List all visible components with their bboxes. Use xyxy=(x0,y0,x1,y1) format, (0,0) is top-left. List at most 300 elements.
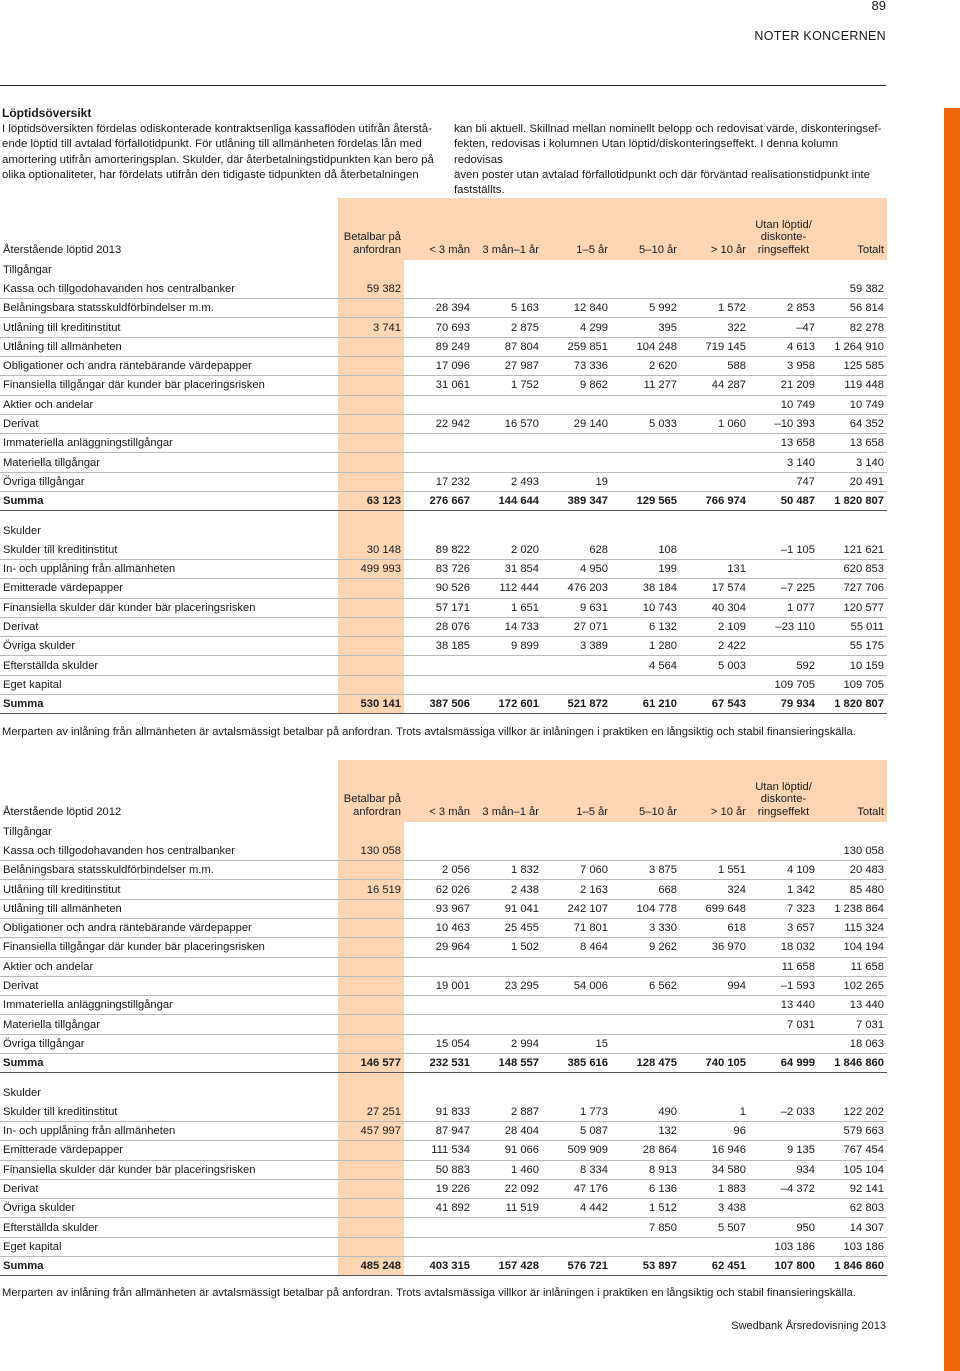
value-cell: 53 897 xyxy=(611,1257,680,1276)
value-cell xyxy=(680,453,749,472)
value-cell xyxy=(611,472,680,491)
value-cell xyxy=(542,434,611,453)
value-cell: 2 056 xyxy=(404,861,473,880)
value-cell: 9 631 xyxy=(542,598,611,617)
value-cell: 1 846 860 xyxy=(818,1054,887,1073)
value-cell xyxy=(542,395,611,414)
value-cell xyxy=(749,1199,818,1218)
value-cell: 242 107 xyxy=(542,899,611,918)
row-label: Immateriella anläggningstillgångar xyxy=(0,996,338,1015)
value-cell xyxy=(680,675,749,694)
value-cell xyxy=(404,841,473,860)
empty-cell xyxy=(404,511,473,521)
empty-cell xyxy=(611,822,680,841)
value-cell xyxy=(338,938,404,957)
value-cell: 107 800 xyxy=(749,1257,818,1276)
empty-cell xyxy=(611,260,680,279)
table-row xyxy=(0,434,887,453)
value-cell: 592 xyxy=(749,656,818,675)
value-cell: 11 658 xyxy=(749,957,818,976)
empty-cell xyxy=(338,822,404,841)
empty-cell xyxy=(818,511,887,521)
value-cell: 28 864 xyxy=(611,1141,680,1160)
value-cell: 103 186 xyxy=(749,1237,818,1256)
value-cell: 10 749 xyxy=(749,395,818,414)
column-header-row xyxy=(0,760,887,822)
value-cell: 13 658 xyxy=(818,434,887,453)
value-cell: –7 225 xyxy=(749,579,818,598)
empty-cell xyxy=(680,1083,749,1102)
value-cell: 27 071 xyxy=(542,617,611,636)
value-cell: 27 987 xyxy=(473,356,542,375)
value-cell: 395 xyxy=(611,318,680,337)
value-cell: 115 324 xyxy=(818,918,887,937)
value-cell: 12 840 xyxy=(542,299,611,318)
row-label: Övriga skulder xyxy=(0,637,338,656)
table-row xyxy=(0,899,887,918)
group-label: Tillgångar xyxy=(3,263,52,276)
intro-line: kan bli aktuell. Skillnad mellan nominellt belopp och redovisat värde, diskonteringsef- xyxy=(454,123,882,135)
table-title: Återstående löptid 2012 xyxy=(3,805,122,818)
value-cell: 15 054 xyxy=(404,1034,473,1053)
value-cell: 105 104 xyxy=(818,1160,887,1179)
col-header-3m-1y: 3 mån–1 år xyxy=(473,198,542,260)
column-header-row xyxy=(0,198,887,260)
row-label: Derivat xyxy=(0,1179,338,1198)
empty-cell xyxy=(404,1073,473,1083)
value-cell: 3 741 xyxy=(338,318,404,337)
value-cell: 588 xyxy=(680,356,749,375)
empty-cell xyxy=(473,822,542,841)
value-cell xyxy=(338,1237,404,1256)
table-row xyxy=(0,1237,887,1256)
table-row xyxy=(0,395,887,414)
value-cell: 1 773 xyxy=(542,1102,611,1121)
value-cell: 22 092 xyxy=(473,1179,542,1198)
value-cell: 47 176 xyxy=(542,1179,611,1198)
value-cell: 55 175 xyxy=(818,637,887,656)
value-cell: 994 xyxy=(680,976,749,995)
value-cell: 199 xyxy=(611,559,680,578)
value-cell: 4 950 xyxy=(542,559,611,578)
value-cell: –1 105 xyxy=(749,540,818,559)
value-cell xyxy=(680,996,749,1015)
value-cell: 79 934 xyxy=(749,695,818,714)
value-cell xyxy=(473,1237,542,1256)
value-cell: 1 077 xyxy=(749,598,818,617)
value-cell: 119 448 xyxy=(818,376,887,395)
value-cell: 104 248 xyxy=(611,337,680,356)
value-cell: 5 163 xyxy=(473,299,542,318)
table-row xyxy=(0,996,887,1015)
value-cell xyxy=(404,957,473,976)
value-cell: 668 xyxy=(611,880,680,899)
value-cell: 44 287 xyxy=(680,376,749,395)
value-cell xyxy=(404,395,473,414)
value-cell xyxy=(338,656,404,675)
value-cell: 4 613 xyxy=(749,337,818,356)
value-cell: 740 105 xyxy=(680,1054,749,1073)
value-cell: 31 061 xyxy=(404,376,473,395)
value-cell: 476 203 xyxy=(542,579,611,598)
value-cell: 22 942 xyxy=(404,414,473,433)
value-cell: 1 342 xyxy=(749,880,818,899)
empty-cell xyxy=(338,1083,404,1102)
row-label: Summa xyxy=(0,492,338,511)
value-cell: 8 334 xyxy=(542,1160,611,1179)
value-cell xyxy=(338,453,404,472)
value-cell: 157 428 xyxy=(473,1257,542,1276)
empty-cell xyxy=(338,521,404,540)
empty-cell xyxy=(0,511,338,521)
value-cell xyxy=(338,414,404,433)
value-cell xyxy=(542,675,611,694)
value-cell: 55 011 xyxy=(818,617,887,636)
empty-cell xyxy=(749,260,818,279)
value-cell: 727 706 xyxy=(818,579,887,598)
value-cell xyxy=(473,675,542,694)
value-cell: 61 210 xyxy=(611,695,680,714)
value-cell: 172 601 xyxy=(473,695,542,714)
value-cell: 73 336 xyxy=(542,356,611,375)
value-cell: 1 572 xyxy=(680,299,749,318)
value-cell: 5 087 xyxy=(542,1121,611,1140)
value-cell: 108 xyxy=(611,540,680,559)
value-cell xyxy=(338,598,404,617)
table-row xyxy=(0,299,887,318)
value-cell xyxy=(338,1034,404,1053)
value-cell xyxy=(404,1218,473,1237)
value-cell: 10 463 xyxy=(404,918,473,937)
value-cell: 620 853 xyxy=(818,559,887,578)
empty-cell xyxy=(338,260,404,279)
value-cell: 34 580 xyxy=(680,1160,749,1179)
value-cell: 17 574 xyxy=(680,579,749,598)
value-cell: 1 820 807 xyxy=(818,492,887,511)
value-cell: 6 132 xyxy=(611,617,680,636)
value-cell xyxy=(611,675,680,694)
value-cell: 576 721 xyxy=(542,1257,611,1276)
value-cell xyxy=(404,453,473,472)
value-cell: –10 393 xyxy=(749,414,818,433)
value-cell xyxy=(473,1015,542,1034)
value-cell: 2 020 xyxy=(473,540,542,559)
value-cell: 102 265 xyxy=(818,976,887,995)
value-cell: 92 141 xyxy=(818,1179,887,1198)
intro-line: fastställts. xyxy=(454,184,505,197)
value-cell xyxy=(611,1015,680,1034)
value-cell: 20 483 xyxy=(818,861,887,880)
value-cell xyxy=(473,996,542,1015)
value-cell: 57 171 xyxy=(404,598,473,617)
empty-cell xyxy=(0,1073,338,1083)
table-row xyxy=(0,656,887,675)
value-cell: 111 534 xyxy=(404,1141,473,1160)
col-header-line: Betalbar på xyxy=(343,231,401,243)
value-cell: 38 185 xyxy=(404,637,473,656)
row-label: Materiella tillgångar xyxy=(0,1015,338,1034)
value-cell xyxy=(473,395,542,414)
value-cell: 766 974 xyxy=(680,492,749,511)
value-cell xyxy=(404,656,473,675)
value-cell: 11 277 xyxy=(611,376,680,395)
row-label: Immateriella anläggningstillgångar xyxy=(0,434,338,453)
value-cell: 15 xyxy=(542,1034,611,1053)
col-header-line: Utan löptid/ xyxy=(755,780,812,793)
row-label: Aktier och andelar xyxy=(0,957,338,976)
value-cell xyxy=(338,356,404,375)
row-label: Skulder till kreditinstitut xyxy=(0,540,338,559)
value-cell: 125 585 xyxy=(818,356,887,375)
value-cell: 3 657 xyxy=(749,918,818,937)
value-cell: 109 705 xyxy=(749,675,818,694)
row-label: Övriga skulder xyxy=(0,1199,338,1218)
table-row xyxy=(0,918,887,937)
value-cell: 122 202 xyxy=(818,1102,887,1121)
value-cell xyxy=(338,617,404,636)
intro-left-text xyxy=(2,122,442,183)
empty-cell xyxy=(749,822,818,841)
table-footnote: Merparten av inlåning från allmänheten är avtalsmässigt betalbar på anfordran. Trots avtalsmässiga villkor är inlåningen i praktiken en långsiktig och stabil finansieringskälla. xyxy=(2,726,856,738)
intro-line: amortering utifrån amorteringsplan. Skulder, där återbetalningstidpunkten kan bero på xyxy=(2,153,434,166)
value-cell xyxy=(338,957,404,976)
value-cell: 59 382 xyxy=(818,279,887,298)
value-cell: 132 xyxy=(611,1121,680,1140)
value-cell: 699 648 xyxy=(680,899,749,918)
value-cell: 322 xyxy=(680,318,749,337)
table-row xyxy=(0,376,887,395)
value-cell: 18 032 xyxy=(749,938,818,957)
value-cell xyxy=(680,279,749,298)
value-cell xyxy=(338,1199,404,1218)
value-cell: 1 651 xyxy=(473,598,542,617)
value-cell: 31 854 xyxy=(473,559,542,578)
value-cell xyxy=(749,1121,818,1140)
empty-cell xyxy=(749,1073,818,1083)
value-cell: 2 109 xyxy=(680,617,749,636)
value-cell: 87 804 xyxy=(473,337,542,356)
value-cell: 129 565 xyxy=(611,492,680,511)
value-cell: 38 184 xyxy=(611,579,680,598)
value-cell: 3 389 xyxy=(542,637,611,656)
value-cell: 30 148 xyxy=(338,540,404,559)
value-cell: 9 862 xyxy=(542,376,611,395)
value-cell xyxy=(680,434,749,453)
value-cell xyxy=(338,899,404,918)
value-cell: 128 475 xyxy=(611,1054,680,1073)
value-cell: 131 xyxy=(680,559,749,578)
value-cell: 9 262 xyxy=(611,938,680,957)
row-label: Övriga tillgångar xyxy=(0,1034,338,1053)
value-cell: 130 058 xyxy=(338,841,404,860)
value-cell: 719 145 xyxy=(680,337,749,356)
col-header-line: ringseffekt xyxy=(757,805,810,818)
value-cell xyxy=(680,1237,749,1256)
value-cell: 4 299 xyxy=(542,318,611,337)
value-cell: 10 159 xyxy=(818,656,887,675)
value-cell: 104 194 xyxy=(818,938,887,957)
row-label: Summa xyxy=(0,695,338,714)
value-cell xyxy=(680,1034,749,1053)
value-cell xyxy=(338,1160,404,1179)
value-cell xyxy=(473,656,542,675)
row-label: Efterställda skulder xyxy=(0,1218,338,1237)
col-header-1-5y: 1–5 år xyxy=(542,760,611,822)
col-header-utan xyxy=(749,198,818,260)
value-cell: 29 140 xyxy=(542,414,611,433)
value-cell xyxy=(404,434,473,453)
value-cell: 8 464 xyxy=(542,938,611,957)
value-cell xyxy=(338,337,404,356)
value-cell xyxy=(338,996,404,1015)
col-header-line: anfordran xyxy=(353,243,401,256)
value-cell xyxy=(473,841,542,860)
value-cell: 13 440 xyxy=(818,996,887,1015)
intro-line: olika optionaliteter, har fördelats utifrån den tidigaste tidpunkten då återbetalningen xyxy=(2,168,419,181)
value-cell: 19 xyxy=(542,472,611,491)
value-cell: 28 076 xyxy=(404,617,473,636)
value-cell: 70 693 xyxy=(404,318,473,337)
row-label: Efterställda skulder xyxy=(0,656,338,675)
empty-cell xyxy=(680,511,749,521)
value-cell: 3 875 xyxy=(611,861,680,880)
value-cell: 19 001 xyxy=(404,976,473,995)
value-cell xyxy=(611,841,680,860)
value-cell: 5 033 xyxy=(611,414,680,433)
value-cell xyxy=(404,996,473,1015)
value-cell: 1 883 xyxy=(680,1179,749,1198)
value-cell: 232 531 xyxy=(404,1054,473,1073)
intro-line: även poster utan avtalad förfallotidpunkt och där förväntad realisationstidpunkt inte xyxy=(454,168,871,181)
row-label: Utlåning till kreditinstitut xyxy=(0,318,338,337)
value-cell: 83 726 xyxy=(404,559,473,578)
value-cell: 276 667 xyxy=(404,492,473,511)
value-cell: 56 814 xyxy=(818,299,887,318)
value-cell: 747 xyxy=(749,472,818,491)
sum-row xyxy=(0,695,887,714)
table-row xyxy=(0,938,887,957)
value-cell: 934 xyxy=(749,1160,818,1179)
intro-line: I löptidsöversikten fördelas odiskonterade kontraktsenliga kassaflöden utifrån återstå- xyxy=(2,123,432,135)
col-header-5-10y: 5–10 år xyxy=(611,198,680,260)
intro-right-text xyxy=(454,122,884,198)
value-cell: 530 141 xyxy=(338,695,404,714)
col-header-gt10: > 10 år xyxy=(680,760,749,822)
col-header-gt10: > 10 år xyxy=(680,198,749,260)
value-cell xyxy=(473,434,542,453)
value-cell: 50 883 xyxy=(404,1160,473,1179)
value-cell: 64 999 xyxy=(749,1054,818,1073)
value-cell: 54 006 xyxy=(542,976,611,995)
value-cell: 14 307 xyxy=(818,1218,887,1237)
value-cell: 1 551 xyxy=(680,861,749,880)
value-cell: 1 460 xyxy=(473,1160,542,1179)
value-cell: 2 493 xyxy=(473,472,542,491)
value-cell: 103 186 xyxy=(818,1237,887,1256)
value-cell: 25 455 xyxy=(473,918,542,937)
value-cell: 93 967 xyxy=(404,899,473,918)
empty-cell xyxy=(818,1083,887,1102)
empty-cell xyxy=(338,511,404,521)
table-row xyxy=(0,1160,887,1179)
value-cell xyxy=(338,1015,404,1034)
value-cell: 13 658 xyxy=(749,434,818,453)
row-label: Emitterade värdepapper xyxy=(0,579,338,598)
sum-row xyxy=(0,1054,887,1073)
empty-cell xyxy=(680,1073,749,1083)
orange-side-bar xyxy=(944,108,960,1371)
row-label: Belåningsbara statsskuldförbindelser m.m. xyxy=(0,299,338,318)
value-cell xyxy=(542,957,611,976)
empty-cell xyxy=(404,260,473,279)
value-cell: 7 323 xyxy=(749,899,818,918)
value-cell xyxy=(680,1015,749,1034)
value-cell: 1 280 xyxy=(611,637,680,656)
row-label: In- och upplåning från allmänheten xyxy=(0,1121,338,1140)
empty-cell xyxy=(680,521,749,540)
col-header-utan xyxy=(749,760,818,822)
empty-cell xyxy=(680,260,749,279)
value-cell: 3 958 xyxy=(749,356,818,375)
col-header-betalbar xyxy=(338,198,404,260)
table-row xyxy=(0,356,887,375)
value-cell: 6 562 xyxy=(611,976,680,995)
page-footer: Swedbank Årsredovisning 2013 xyxy=(731,1320,886,1332)
row-label: Summa xyxy=(0,1054,338,1073)
empty-cell xyxy=(680,822,749,841)
table-row xyxy=(0,880,887,899)
empty-cell xyxy=(749,521,818,540)
value-cell: 10 743 xyxy=(611,598,680,617)
value-cell: 324 xyxy=(680,880,749,899)
value-cell: 109 705 xyxy=(818,675,887,694)
empty-cell xyxy=(611,511,680,521)
empty-cell xyxy=(473,260,542,279)
value-cell: 23 295 xyxy=(473,976,542,995)
value-cell: –4 372 xyxy=(749,1179,818,1198)
table-row xyxy=(0,675,887,694)
value-cell: 121 621 xyxy=(818,540,887,559)
value-cell xyxy=(338,675,404,694)
value-cell xyxy=(473,957,542,976)
value-cell: 1 264 910 xyxy=(818,337,887,356)
value-cell: 29 964 xyxy=(404,938,473,957)
table-row xyxy=(0,598,887,617)
table-row xyxy=(0,617,887,636)
value-cell: 91 833 xyxy=(404,1102,473,1121)
value-cell: 18 063 xyxy=(818,1034,887,1053)
table-row xyxy=(0,1179,887,1198)
value-cell: 16 570 xyxy=(473,414,542,433)
value-cell xyxy=(680,472,749,491)
row-label: Emitterade värdepapper xyxy=(0,1141,338,1160)
value-cell xyxy=(542,656,611,675)
table-row xyxy=(0,1102,887,1121)
empty-cell xyxy=(611,1073,680,1083)
empty-cell xyxy=(818,1073,887,1083)
row-label: Eget kapital xyxy=(0,675,338,694)
value-cell xyxy=(542,279,611,298)
table-row xyxy=(0,976,887,995)
value-cell xyxy=(404,675,473,694)
row-label: Finansiella tillgångar där kunder bär placeringsrisken xyxy=(0,376,338,395)
value-cell xyxy=(404,279,473,298)
value-cell xyxy=(611,1034,680,1053)
empty-cell xyxy=(818,822,887,841)
value-cell: 19 226 xyxy=(404,1179,473,1198)
table-row xyxy=(0,1034,887,1053)
value-cell: 4 564 xyxy=(611,656,680,675)
